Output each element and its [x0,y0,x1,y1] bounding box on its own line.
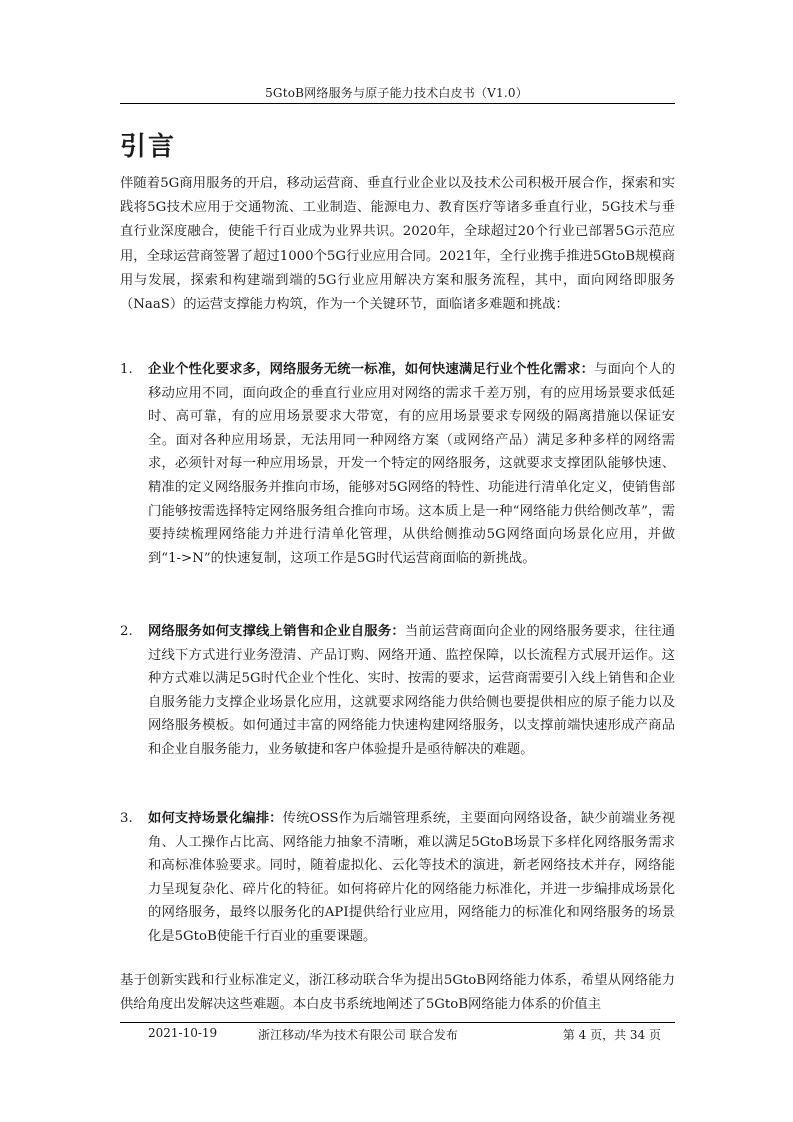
footer-page-number: 第 4 页，共 34 页 [562,1028,661,1042]
item-text: 传统OSS作为后端管理系统，主要面向网络设备，缺少前端业务视角、人工操作占比高、网络能力抽象不清晰，难以满足5GtoB场景下多样化网络服务需求和高标准体验要求。同时，随着虚拟化、云化等技术的演进，新老网络技术并存，网络能力呈现复杂化、碎片化的特征。如何将碎片化的网络能力标准化，并进一步编排成场景化的网络服务，最终以服务化的API提供给行业应用，网络能力的标准化和网络服务的场景化是5GtoB使能千行百业的重要课题。 [148,811,675,944]
item-lead: 企业个性化要求多，网络服务无统一标准，如何快速满足行业个性化需求： [148,362,595,377]
closing-paragraph: 基于创新实践和行业标准定义，浙江移动联合华为提出5GtoB网络能力体系，希望从网络能力供给角度出发解决这些难题。本白皮书系统地阐述了5GtoB网络能力体系的价值主 [120,973,675,1012]
item-number: 2. [120,624,133,639]
item-number: 3. [120,811,133,826]
item-body [148,807,675,949]
item-lead: 如何支持场景化编排： [148,811,283,826]
header-divider [120,103,675,104]
running-header: 5GtoB网络服务与原子能力技术白皮书（V1.0） [265,86,528,100]
item-body [148,620,675,762]
item-text: 当前运营商面向企业的网络服务要求，往往通过线下方式进行业务澄清、产品订购、网络开通、监控保障，以长流程方式展开运作。这种方式难以满足5G时代企业个性化、实时、按需的要求，运营商需要引入线上销售和企业自服务能力支撑企业场景化应用，这就要求网络能力供给侧也要提供相应的原子能力以及网络服务模板。如何通过丰富的网络能力快速构建网络服务，以支撑前端快速形成产商品和企业自服务能力，业务敏捷和客户体验提升是亟待解决的难题。 [148,624,676,757]
item-text: 与面向个人的移动应用不同，面向政企的垂直行业应用对网络的需求千差万别，有的应用场景要求低延时、高可靠，有的应用场景要求大带宽，有的应用场景要求专网级的隔离措施以保证安全。面对各种应用场景，无法用同一种网络方案（或网络产品）满足多种多样的网络需求，必须针对每一种应用场景，开发一个特定的网络服务，这就要求支撑团队能够快速、精准的定义网络服务并推向市场，能够对5G网络的特性、功能进行清单化定义，使销售部门能够按需选择特定网络服务组合推向市场。这本质上是一种“网络能力供给侧改革”，需要持续梳理网络能力并进行清单化管理，从供给侧推动5G网络面向场景化应用，并做到“1->N”的快速复制，这项工作是5G时代运营商面临的新挑战。 [148,362,675,566]
footer-divider [120,1022,675,1023]
intro-paragraph: 伴随着5G商用服务的开启，移动运营商、垂直行业企业以及技术公司积极开展合作，探索和实践将5G技术应用于交通物流、工业制造、能源电力、教育医疗等诸多垂直行业，5G技术与垂直行业深度融合，使能千行百业成为业界共识。2020年，全球超过20个行业已部署5G示范应用，全球运营商签署了超过1000个5G行业应用合同。2021年，全行业携手推进5GtoB规模商用与发展，探索和构建端到端的5G行业应用解决方案和服务流程，其中，面向网络即服务（NaaS）的运营支撑能力构筑，作为一个关键环节，面临诸多难题和挑战： [120,176,675,313]
challenge-item-1 [120,358,675,570]
section-title: 引言 [120,132,177,162]
item-lead: 网络服务如何支撑线上销售和企业自服务： [148,624,405,639]
item-number: 1. [120,362,133,377]
challenge-item-2 [120,620,675,762]
challenge-item-3 [120,807,675,949]
footer-date: 2021-10-19 [148,1026,218,1040]
item-body [148,358,675,570]
footer-publisher: 浙江移动/华为技术有限公司 联合发布 [258,1028,458,1042]
